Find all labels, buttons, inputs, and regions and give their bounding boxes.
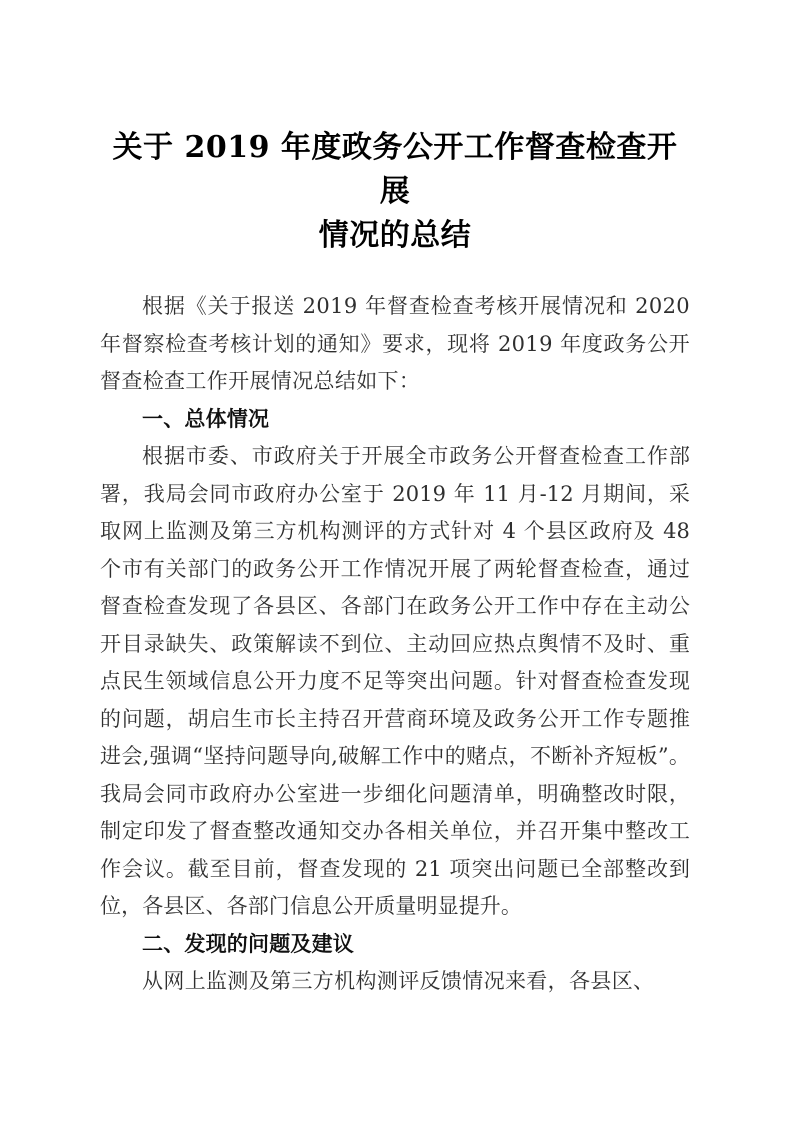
title-body-spacer [100,258,690,288]
section-2-paragraph: 从网上监测及第三方机构测评反馈情况来看，各县区、 [142,969,655,993]
page-title-line-1: 关于 2019 年度政务公开工作督查检查开展 [112,130,678,209]
page-title-line-2: 情况的总结 [318,218,472,253]
section-heading-1: 一、总体情况 [142,406,270,431]
intro-paragraph: 根据《关于报送 2019 年督查检查考核开展情况和 2020 年督察检查考核计划的通知》要求，现将 2019 年度政务公开督查检查工作开展情况总结如下： [100,294,690,393]
document-content [100,0,690,1001]
page-title [100,0,690,258]
section-heading-2: 二、发现的问题及建议 [142,931,354,956]
section-1-paragraph: 根据市委、市政府关于开展全市政务公开督查检查工作部署，我局会同市政府办公室于 2019 年 11 月-12 月期间，采取网上监测及第三方机构测评的方式针对 4 个县区政府及 48 个市有关部门的政务公开工作情况开展了两轮督查检查，通过督查检查发现了各县区、各部门在政务公开工作中存在主动公开目录缺失、政策解读不到位、主动回应热点舆情不及时、重点民生领域信息公开力度不足等突出问题。针对督查检查发现的问题，胡启生市长主持召开营商环境及政务公开工作专题推进会,强调“坚持问题导向,破解工作中的赌点，不断补齐短板”。我局会同市政府办公室进一步细化问题清单，明确整改时限，制定印发了督查整改通知交办各相关单位，并召开集中整改工作会议。截至目前，督查发现的 21 项突出问题已全部整改到位，各县区、各部门信息公开质量明显提升。 [100,444,690,918]
